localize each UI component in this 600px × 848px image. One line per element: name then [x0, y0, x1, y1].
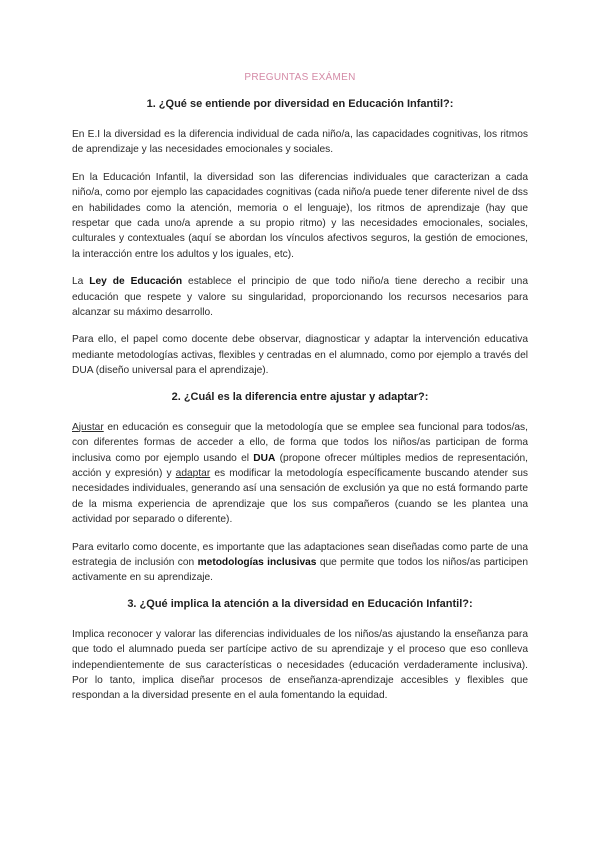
q3-paragraph-1: Implica reconocer y valorar las diferencias individuales de los niños/as ajustando la enseñanza para que todo el alumnado pueda ser partícipe activo de su aprendizaje y el proceso que eso conlleva independientemente de sus características o necesidades (educación verdaderamente inclusiva). Por lo tanto, implica diseñar procesos de enseñanza-aprendizaje accesibles y flexibles que respondan a la diversidad presente en el aula fomentando la equidad. [72, 628, 528, 702]
q1-paragraph-2: En la Educación Infantil, la diversidad son las diferencias individuales que caracterizan a cada niño/a, como por ejemplo las capacidades cognitivas (cada niño/a puede tener diferente nivel de dss en habilidades como la atención, memoria o el lenguaje), los ritmos de aprendizaje (hay que respetar que cada uno/a aprende a su propio ritmo) y las necesidades emocionales, sociales, culturales y contextuales (aquí se abordan los vínculos afectivos seguros, la gestión de emociones, la interacción entre los adultos y los iguales, etc). [72, 171, 528, 260]
q1-p3-pre: La [72, 276, 90, 288]
question-1-heading: 1. ¿Qué se entiende por diversidad en Educación Infantil?: [146, 98, 454, 110]
q2-p1-bold-dua: DUA [253, 452, 276, 464]
q2-underline-adaptar: adaptar [175, 467, 211, 479]
q2-p1-text-c: es modificar la metodología específicamente buscando atender sus necesidades individuales, generando así una sensación de exclusión ya que no está formando parte de la misma experiencia de aprendizaje que los sus compañeros (cuando se les plantea una actividad por separado o diferente). [72, 467, 528, 526]
q1-paragraph-1: En E.I la diversidad es la diferencia individual de cada niño/a, las capacidades cognitivas, los ritmos de aprendizaje y las necesidades emocionales y sociales. [72, 129, 528, 156]
q2-underline-ajustar: Ajustar [72, 421, 104, 433]
q2-p2-bold-methodologies: metodologías inclusivas [197, 556, 317, 568]
q1-p3-post: establece el principio de que todo niño/a tiene derecho a recibir una educación que respete y valore su singularidad, proporcionando los recursos necesarios para alcanzar su máximo desarrollo. [72, 276, 528, 319]
question-2-heading: 2. ¿Cuál es la diferencia entre ajustar y adaptar?: [171, 390, 429, 403]
q2-paragraph-2 [72, 540, 528, 586]
q2-p1-text-a: en educación es conseguir que la metodología que se emplee sea funcional para todos/as, con diferentes formas de acceder a ello, de forma que todos los niños/as participan de forma inclusiva como por ejemplo usando el [72, 421, 528, 464]
q1-paragraph-3 [72, 274, 528, 320]
q2-p2-pre: Para evitarlo como docente, es importante que las adaptaciones sean diseñadas como parte de una estrategia de inclusión con [72, 541, 528, 568]
q1-paragraph-4: Para ello, el papel como docente debe observar, diagnosticar y adaptar la intervención educativa mediante metodologías activas, flexibles y centradas en el alumnado, como por ejemplo a través del DUA (diseño universal para el aprendizaje). [72, 334, 528, 377]
question-3-heading: 3. ¿Qué implica la atención a la diversidad en Educación Infantil?: [127, 597, 473, 610]
q2-p1-text-b: (propone ofrecer múltiples medios de representación, acción y expresión) y [72, 452, 529, 479]
q2-paragraph-1 [72, 420, 528, 528]
q1-p3-bold-law: Ley de Educación [89, 276, 183, 288]
q2-p2-post: que permite que todos los niños/as participen activamente en su aprendizaje. [72, 556, 529, 584]
document-title: PREGUNTAS EXÁMEN [244, 72, 356, 83]
